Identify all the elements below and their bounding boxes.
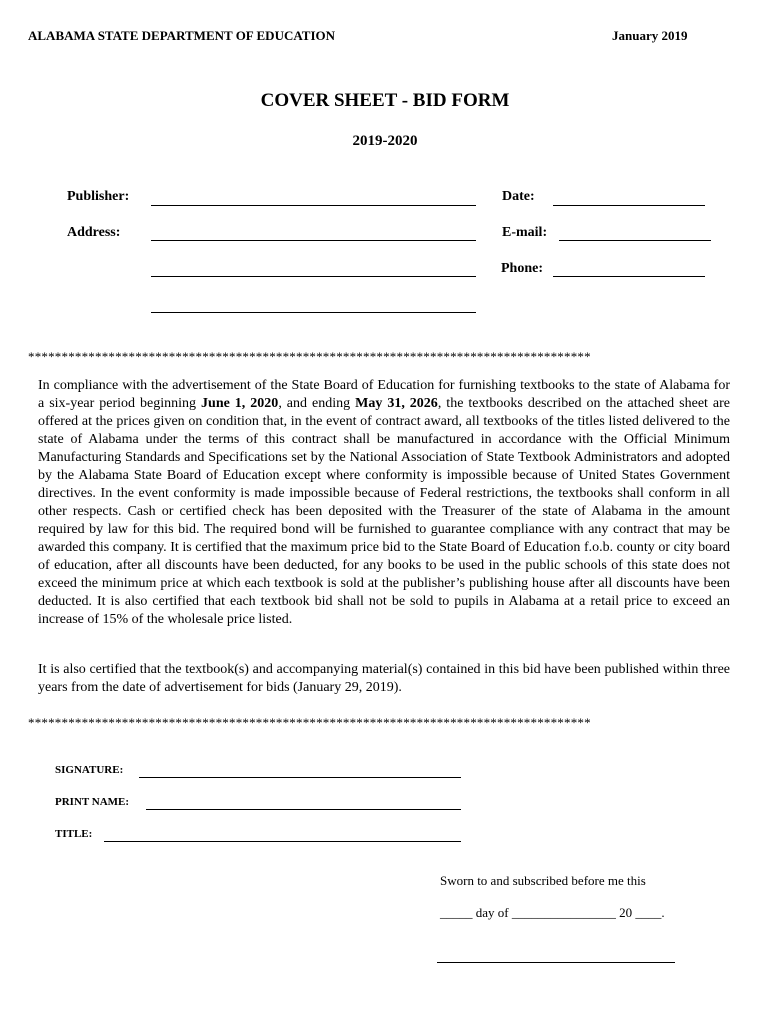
address-field-line-1[interactable]	[151, 240, 476, 241]
title-label: TITLE:	[55, 828, 93, 840]
page-title: COVER SHEET - BID FORM	[260, 90, 510, 111]
department-name: ALABAMA STATE DEPARTMENT OF EDUCATION	[28, 28, 335, 43]
title-field[interactable]	[104, 841, 461, 842]
notary-date-line[interactable]: _____ day of ________________ 20 ____.	[440, 905, 665, 920]
start-date: June 1, 2020	[201, 396, 279, 411]
header-date: January 2019	[612, 28, 688, 43]
address-field-line-2[interactable]	[151, 276, 476, 277]
print-name-label: PRINT NAME:	[55, 796, 130, 808]
address-label: Address:	[67, 225, 121, 240]
publisher-label: Publisher:	[67, 189, 130, 204]
signature-label: SIGNATURE:	[55, 764, 124, 776]
separator-top: ************************************************************************************	[28, 349, 591, 364]
date-label: Date:	[502, 189, 535, 204]
end-date: May 31, 2026	[355, 396, 438, 411]
email-field[interactable]	[559, 240, 711, 241]
print-name-field[interactable]	[146, 809, 461, 810]
email-label: E-mail:	[502, 225, 548, 240]
compliance-paragraph: In compliance with the advertisement of the State Board of Education for furnishing textbooks to the state of Alabama for a six-year period beginning June 1, 2020, and ending May 31, 2026, the textbooks described on the attached sheet are offered at the prices given on condition that, in the event of contract award, all textbooks of the titles listed delivered to the state of Alabama under the terms of this contract shall be manufactured in accordance with the Official Minimum Manufacturing Standards and Specifications set by the National Association of State Textbook Administrators and adopted by the Alabama State Board of Education except where conformity is impossible because of United States Government directives. In the event conformity is made impossible because of Federal restrictions, the textbooks shall conform in all other respects. Cash or certified check has been deposited with the Treasurer of the state of Alabama in the amount required by law for this bid. The required bond will be furnished to guarantee compliance with any contract that may be awarded this company. It is certified that the maximum price bid to the State Board of Education f.o.b. county or city board of education, after all discounts have been deducted, for any books to be used in the public schools of this state does not exceed the minimum price at which each textbook is sold at the publisher’s publishing house after all discounts have been deducted. It is also certified that each textbook bid shall not be sold to pupils in Alabama at a retail price to exceed an increase of 15% of the wholesale price listed.	[38, 378, 731, 627]
phone-label: Phone:	[501, 261, 543, 276]
certification-paragraph: It is also certified that the textbook(s) and accompanying material(s) contained in this bid have been published within three years from the date of advertisement for bids (January 29, 2019).	[38, 662, 730, 695]
address-field-line-3[interactable]	[151, 312, 476, 313]
year-label: 2019-2020	[352, 133, 418, 149]
sworn-statement: Sworn to and subscribed before me this	[440, 873, 646, 888]
separator-bottom: ************************************************************************************	[28, 715, 591, 730]
notary-signature-field[interactable]	[437, 962, 675, 963]
publisher-field[interactable]	[151, 205, 476, 206]
date-field[interactable]	[553, 205, 705, 206]
signature-field[interactable]	[139, 777, 461, 778]
phone-field[interactable]	[553, 276, 705, 277]
